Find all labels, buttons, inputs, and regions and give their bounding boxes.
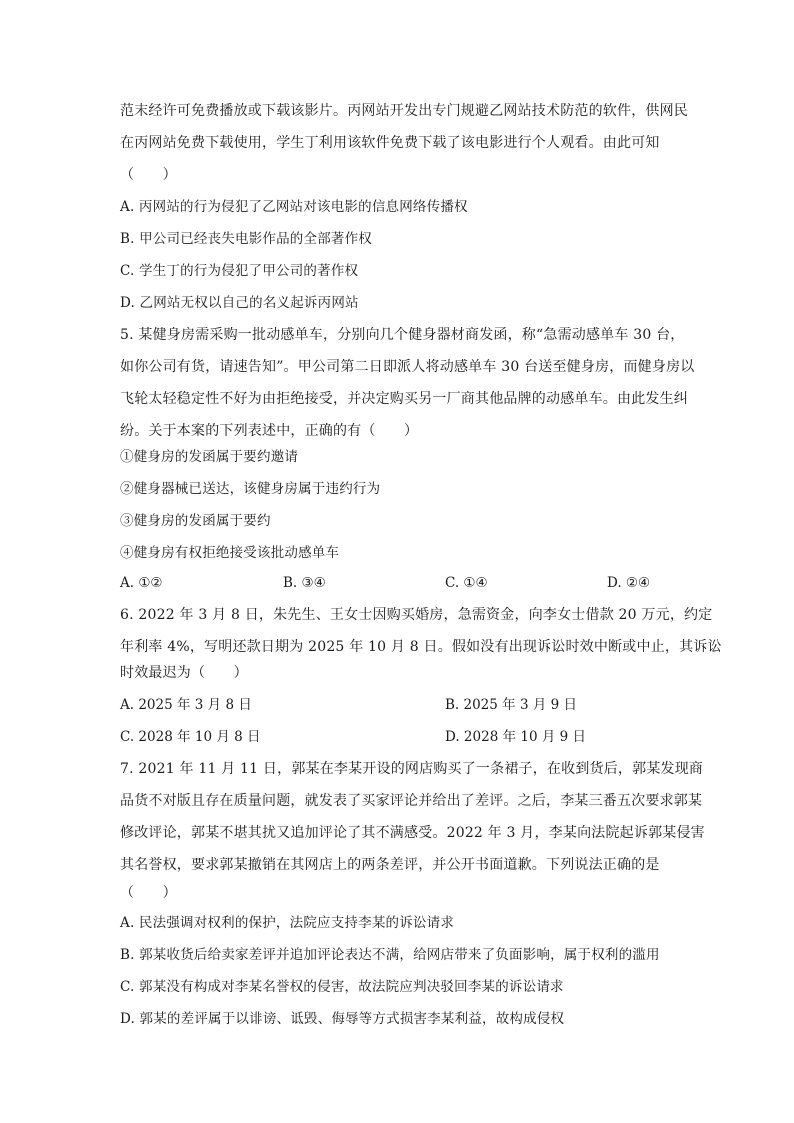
q7-option-d: D. 郭某的差评属于以诽谤、诋毁、侮辱等方式损害李某利益，故构成侵权: [120, 1011, 565, 1027]
q4-text-line-1: 范末经许可免费播放或下载该影片。丙网站开发出专门规避乙网站技术防范的软件，供网民: [120, 103, 688, 119]
q7-text-line-1: 7. 2021 年 11 月 11 日，郭某在李某开设的网店购买了一条裙子，在收到货后，郭某发现商: [120, 761, 704, 777]
q4-option-d: D. 乙网站无权以自己的名义起诉丙网站: [120, 295, 359, 311]
q6-choice-b: B. 2025 年 3 月 9 日: [445, 697, 577, 713]
q6-text-line-3: 时效最迟为（ ）: [120, 665, 248, 681]
q5-statement-1: ①健身房的发函属于要约邀请: [120, 449, 299, 465]
q4-option-c: C. 学生丁的行为侵犯了甲公司的著作权: [120, 263, 359, 279]
q6-choice-c: C. 2028 年 10 月 8 日: [120, 729, 261, 745]
q5-choice-d: D. ②④: [607, 575, 651, 591]
q6-choice-a: A. 2025 年 3 月 8 日: [120, 697, 252, 713]
q5-statement-4: ④健身房有权拒绝接受该批动感单车: [120, 545, 340, 561]
q4-answer-paren: （ ）: [120, 167, 177, 183]
q5-choice-c: C. ①④: [445, 575, 488, 591]
q6-text-line-2: 年利率 4%，写明还款日期为 2025 年 10 月 8 日。假如没有出现诉讼时效中断或中止，其诉讼: [120, 639, 722, 655]
q4-option-b: B. 甲公司已经丧失电影作品的全部著作权: [120, 231, 373, 247]
q6-choice-d: D. 2028 年 10 月 9 日: [445, 729, 587, 745]
q7-answer-paren: （ ）: [120, 885, 177, 901]
q5-choice-b: B. ③④: [283, 575, 326, 591]
q5-statement-2: ②健身器械已送达，该健身房属于违约行为: [120, 481, 381, 497]
q5-text-line-2: 如你公司有货，请速告知”。甲公司第二日即派人将动感单车 30 台送至健身房，而健身房以: [120, 359, 695, 375]
q5-text-line-3: 飞轮太轻稳定性不好为由拒绝接受，并决定购买另一厂商其他品牌的动感单车。由此发生纠: [120, 391, 688, 407]
q7-text-line-3: 修改评论，郭某不堪其扰又追加评论了其不满感受。2022 年 3 月，李某向法院起诉郭某侵害: [120, 825, 705, 841]
q7-option-c: C. 郭某没有构成对李某名誉权的侵害，故法院应判决驳回李某的诉讼请求: [120, 979, 564, 995]
q6-text-line-1: 6. 2022 年 3 月 8 日，朱先生、王女士因购买婚房，急需资金，向李女士借款 20 万元，约定: [120, 607, 713, 623]
q7-text-line-2: 品货不对版且存在质量问题，就发表了买家评论并给出了差评。之后，李某三番五次要求郭某: [120, 793, 703, 809]
q4-option-a: A. 丙网站的行为侵犯了乙网站对该电影的信息网络传播权: [120, 199, 468, 215]
q5-choice-a: A. ①②: [120, 575, 163, 591]
q5-text-line-1: 5. 某健身房需采购一批动感单车，分别向几个健身器材商发函，称“急需动感单车 30 台，: [120, 327, 685, 343]
q4-text-line-2: 在丙网站免费下载使用，学生丁利用该软件免费下载了该电影进行个人观看。由此可知: [120, 135, 660, 151]
q5-statement-3: ③健身房的发函属于要约: [120, 513, 271, 529]
q7-option-a: A. 民法强调对权利的保护，法院应支持李某的诉讼请求: [120, 915, 455, 931]
q7-text-line-4: 其名誉权，要求郭某撤销在其网店上的两条差评，并公开书面道歉。下列说法正确的是: [120, 857, 660, 873]
q5-text-line-4: 纷。关于本案的下列表述中，正确的有（ ）: [120, 423, 419, 439]
q7-option-b: B. 郭某收货后给卖家差评并追加评论表达不满，给网店带来了负面影响，属于权利的滥用: [120, 947, 660, 963]
